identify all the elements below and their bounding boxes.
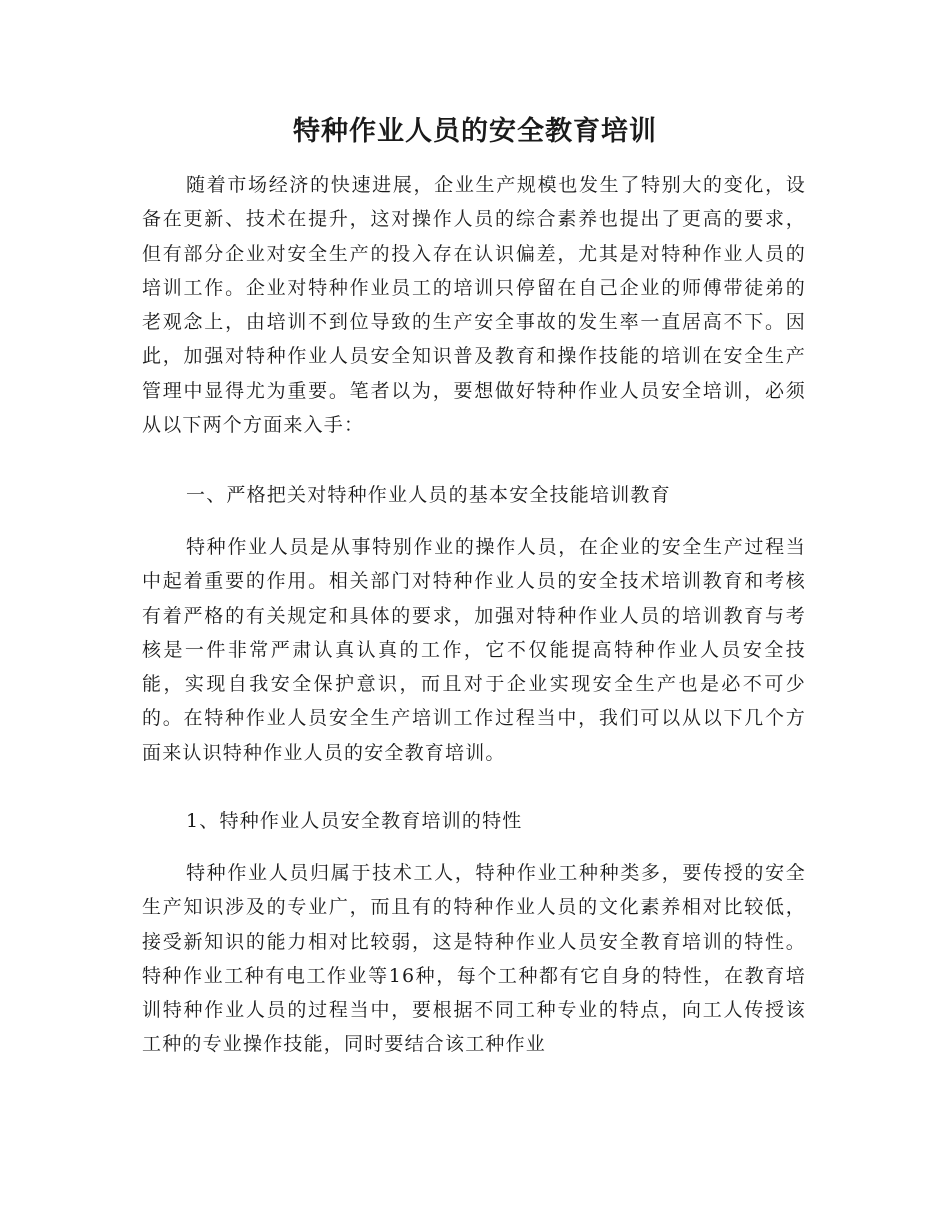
document-title: 特种作业人员的安全教育培训 bbox=[293, 116, 657, 147]
paragraph-intro: 随着市场经济的快速进展，企业生产规模也发生了特别大的变化，设备在更新、技术在提升，这对操作人员的综合素养也提出了更高的要求，但有部分企业对安全生产的投入存在认识偏差，尤其是对特种作业人员的培训工作。企业对特种作业员工的培训只停留在自己企业的师傅带徒弟的老观念上，由培训不到位导致的生产安全事故的发生率一直居高不下。因此，加强对特种作业人员安全知识普及教育和操作技能的培训在安全生产管理中显得尤为重要。笔者以为，要想做好特种作业人员安全培训，必须从以下两个方面来入手： bbox=[142, 174, 806, 437]
paragraph-section-1: 特种作业人员是从事特别作业的操作人员，在企业的安全生产过程当中起着重要的作用。相关部门对特种作业人员的安全技术培训教育和考核有着严格的有关规定和具体的要求，加强对特种作业人员的培训教育与考核是一件非常严肃认真认真的工作，它不仅能提高特种作业人员安全技能，实现自我安全保护意识，而且对于企业实现安全生产也是必不可少的。在特种作业人员安全生产培训工作过程当中，我们可以从以下几个方面来认识特种作业人员的安全教育培训。 bbox=[142, 536, 806, 764]
paragraph-subsection-1: 特种作业人员归属于技术工人，特种作业工种种类多，要传授的安全生产知识涉及的专业广，而且有的特种作业人员的文化素养相对比较低，接受新知识的能力相对比较弱，这是特种作业人员安全教育培训的特性。特种作业工种有电工作业等16种，每个工种都有它自身的特性，在教育培训特种作业人员的过程当中，要根据不同工种专业的特点，向工人传授该工种的专业操作技能，同时要结合该工种作业 bbox=[142, 862, 806, 1056]
section-heading-1: 一、严格把关对特种作业人员的基本安全技能培训教育 bbox=[186, 484, 671, 506]
subsection-heading-1: 1、特种作业人员安全教育培训的特性 bbox=[186, 810, 523, 832]
